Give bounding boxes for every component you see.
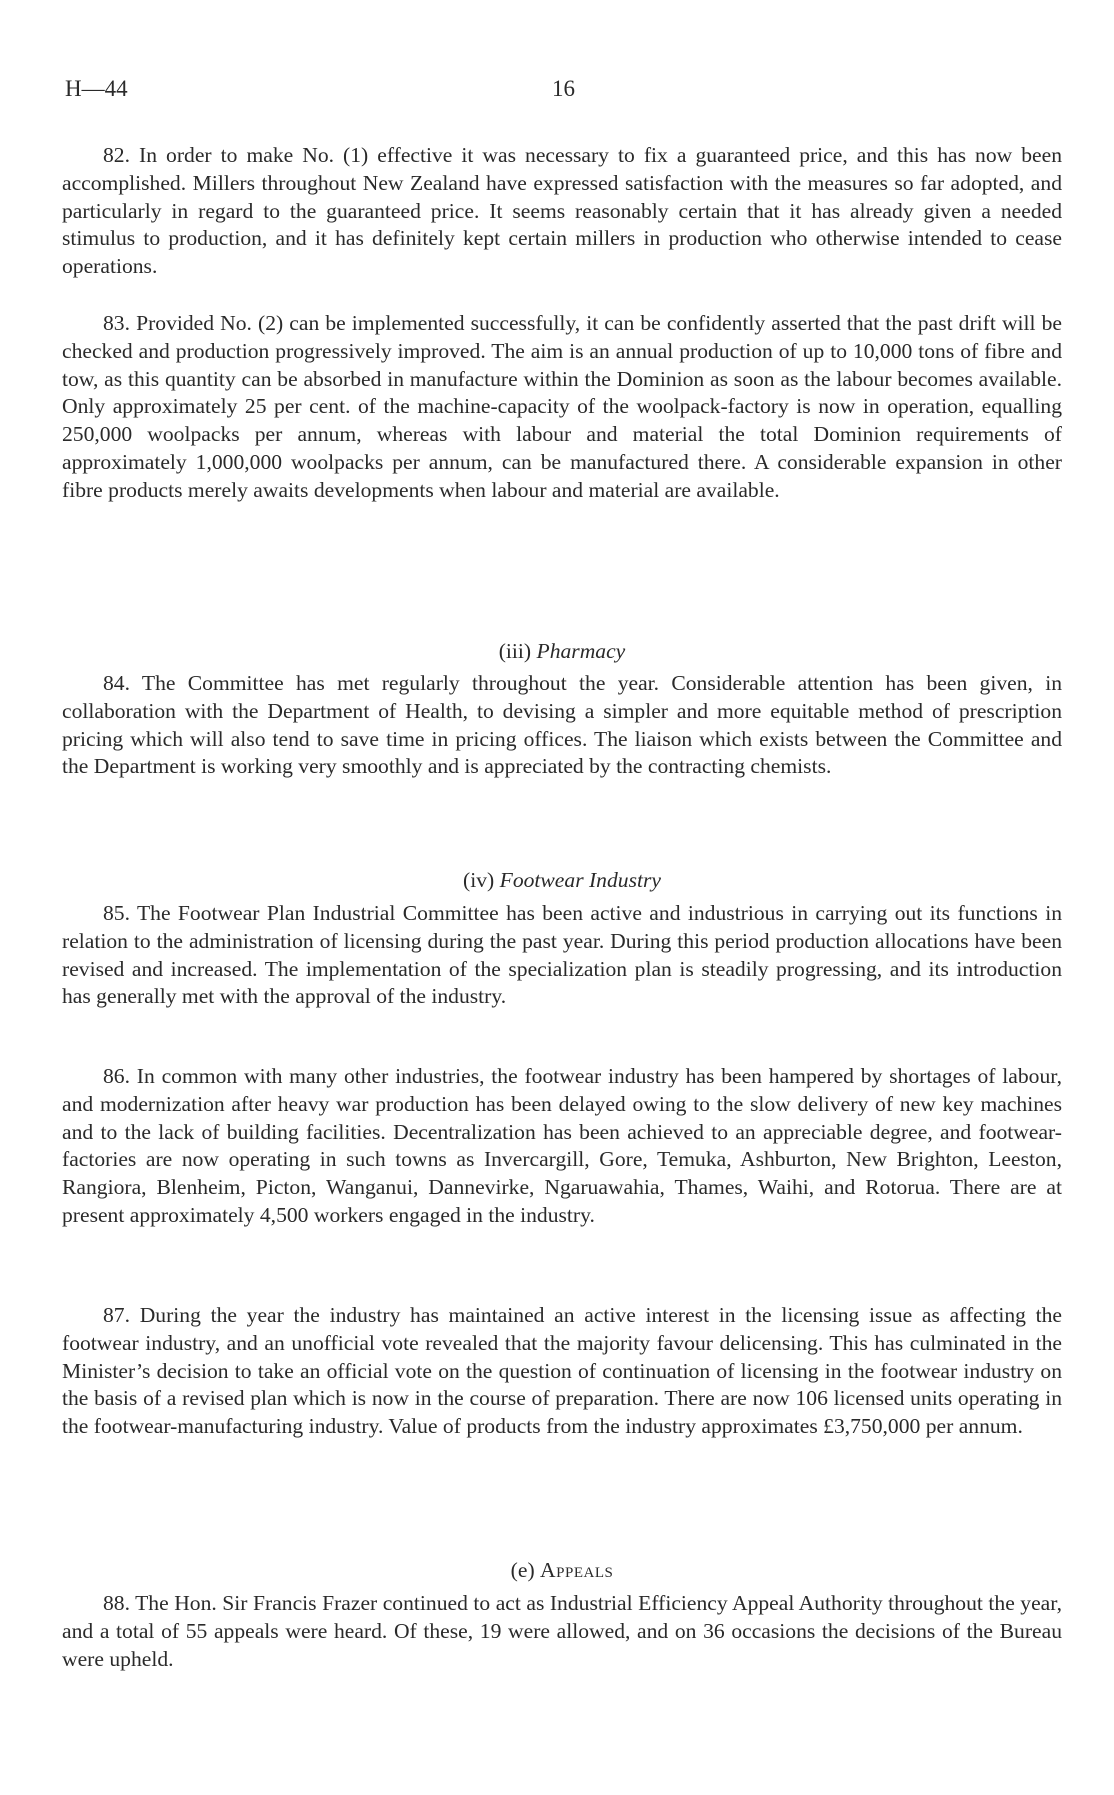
section-heading-appeals bbox=[62, 1556, 1062, 1584]
paragraph-85: 85. The Footwear Plan Industrial Committee has been active and industrious in carrying out its functions in relation to the administration of licensing during the past year. During this period production allocations have been revised and increased. The implementation of the specialization plan is steadily progressing, and its introduction has generally met with the approval of the industry. bbox=[62, 901, 1062, 1009]
document-reference: H—44 bbox=[65, 76, 128, 101]
paragraph-88: 88. The Hon. Sir Francis Frazer continued to act as Industrial Efficiency Appeal Authority throughout the year, and a total of 55 appeals were heard. Of these, 19 were allowed, and on 36 occasions the decisions of the Bureau were upheld. bbox=[62, 1591, 1062, 1671]
heading-number: (e) bbox=[510, 1558, 535, 1582]
paragraph-87: 87. During the year the industry has maintained an active interest in the licensing issue as affecting the footwear industry, and an unofficial vote revealed that the majority favour delicensing. This has culminated in the Minister’s decision to take an official vote on the question of continuation of licensing in the footwear industry on the basis of a revised plan which is now in the course of preparation. There are now 106 licensed units operating in the footwear-manufacturing industry. Value of products from the industry approximates £3,750,000 per annum. bbox=[62, 1303, 1062, 1439]
paragraph-82: 82. In order to make No. (1) effective it was necessary to fix a guaranteed price, and this has now been accomplished. Millers throughout New Zealand have expressed satisfaction with the measures so far adopted, and particularly in regard to the guaranteed price. It seems reasonably certain that it has already given a needed stimulus to production, and it has definitely kept certain millers in production who otherwise intended to cease operations. bbox=[62, 143, 1062, 279]
section-heading-footwear bbox=[62, 866, 1062, 894]
heading-title: Appeals bbox=[540, 1558, 614, 1582]
page-number: 16 bbox=[552, 76, 575, 101]
heading-number: (iv) bbox=[463, 868, 495, 892]
paragraph-84: 84. The Committee has met regularly throughout the year. Considerable attention has been given, in collaboration with the Department of Health, to devising a simpler and more equitable method of prescription pricing which will also tend to save time in pricing offices. The liaison which exists between the Committee and the Department is working very smoothly and is appreciated by the contracting chemists. bbox=[62, 671, 1062, 779]
paragraph-86: 86. In common with many other industries, the footwear industry has been hampered by shortages of labour, and modernization after heavy war production has been delayed owing to the slow delivery of new key machines and to the lack of building facilities. Decentralization has been achieved to an appreciable degree, and footwear-factories are now operating in such towns as Invercargill, Gore, Temuka, Ashburton, New Brighton, Leeston, Rangiora, Blenheim, Picton, Wanganui, Dannevirke, Ngaruawahia, Thames, Waihi, and Rotorua. There are at present approximately 4,500 workers engaged in the industry. bbox=[62, 1064, 1062, 1227]
section-heading-pharmacy bbox=[62, 637, 1062, 665]
heading-number: (iii) bbox=[498, 639, 532, 663]
heading-title: Pharmacy bbox=[536, 639, 626, 663]
page-header bbox=[62, 76, 1062, 106]
paragraph-83: 83. Provided No. (2) can be implemented successfully, it can be confidently asserted that the past drift will be checked and production progressively improved. The aim is an annual production of up to 10,000 tons of fibre and tow, as this quantity can be absorbed in manufacture within the Dominion as soon as the labour becomes available. Only approximately 25 per cent. of the machine-capacity of the woolpack-factory is now in operation, equalling 250,000 woolpacks per annum, whereas with labour and material the total Dominion requirements of approximately 1,000,000 woolpacks per annum, can be manufactured there. A considerable expansion in other fibre products merely awaits developments when labour and material are available. bbox=[62, 311, 1062, 502]
heading-title: Footwear Industry bbox=[499, 868, 661, 892]
